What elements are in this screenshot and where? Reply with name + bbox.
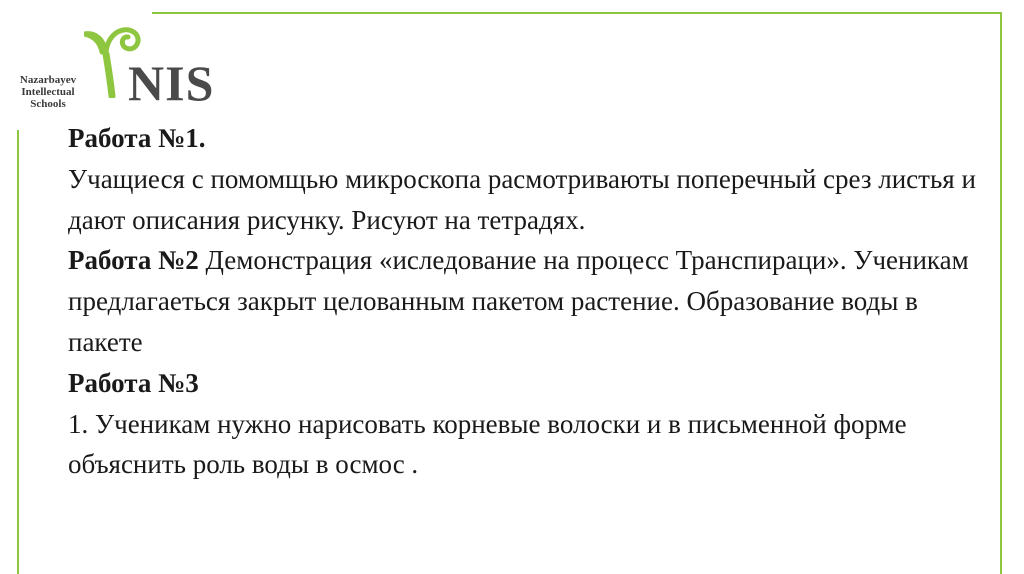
logo-abbr: NIS xyxy=(128,55,215,111)
work2-text: Демонстрация «иследование на процесс Транспираци». Ученикам предлагаеться закрыт целованным пакетом растение. Образование воды в пакете xyxy=(68,245,969,357)
frame-top-line xyxy=(152,12,1002,14)
work1-title: Работа №1. xyxy=(68,123,206,153)
work2-paragraph xyxy=(68,240,988,362)
logo-org-line1: Nazarbayev xyxy=(19,74,77,86)
logo-org-line2: Intellectual xyxy=(21,86,75,98)
work1-text: Учащиеся с помомщью микроскопа расмотриваюты поперечный срез листья и дают описания рисунку. Рисуют на тетрадях. xyxy=(68,163,976,235)
logo-org-name xyxy=(6,74,90,110)
work2-title: Работа №2 xyxy=(68,245,199,276)
frame-left-line xyxy=(17,130,19,574)
logo-org-line3: Schools xyxy=(30,98,66,110)
slide-content xyxy=(68,118,988,485)
nis-logo xyxy=(0,18,240,111)
work3-text: 1. Ученикам нужно нарисовать корневые волоски и в письменной форме объяснить роль воды в осмос . xyxy=(68,408,907,480)
work3-title: Работа №3 xyxy=(68,367,199,398)
frame-right-line xyxy=(1000,12,1002,574)
